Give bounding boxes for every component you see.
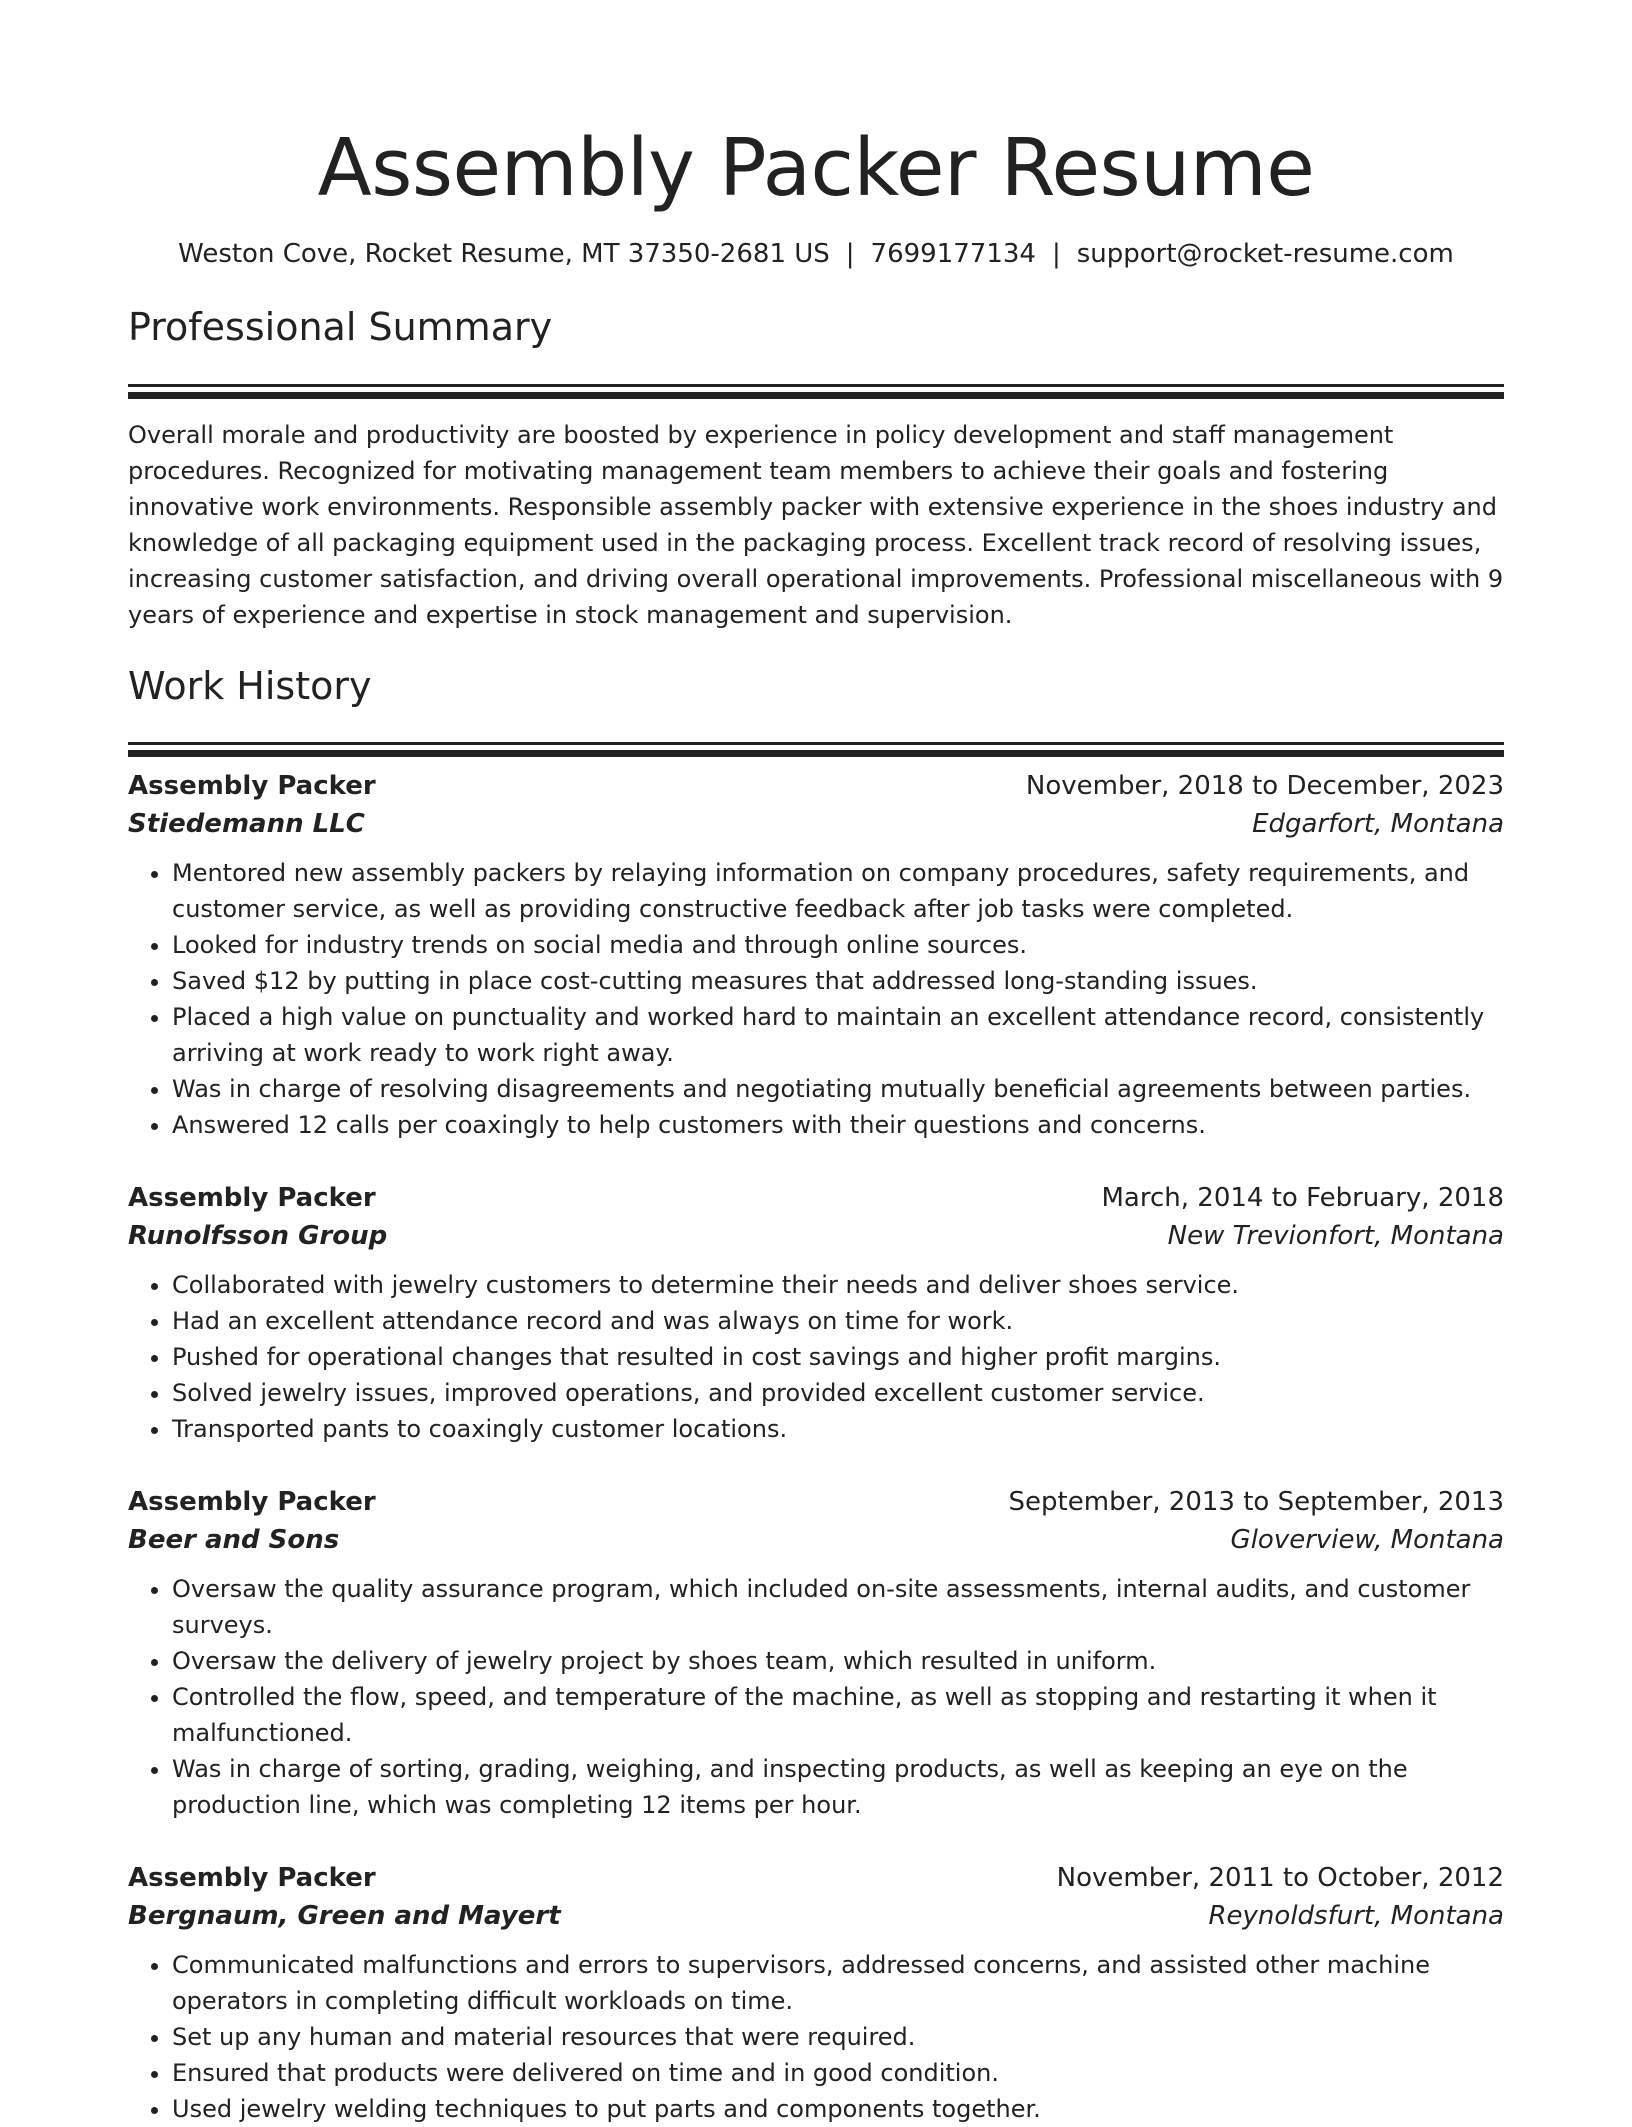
- job-header-row: [128, 1859, 1504, 1897]
- job-employer-row: [128, 805, 1504, 843]
- job-entry: [128, 767, 1504, 1143]
- job-employer-row: [128, 1897, 1504, 1935]
- professional-summary-section: [128, 302, 1504, 633]
- job-bullet: • Ensured that products were delivered on time and in good condition.: [172, 2055, 1504, 2091]
- job-dates: November, 2018 to December, 2023: [1025, 771, 1504, 802]
- job-bullet: • Solved jewelry issues, improved operations, and provided excellent customer service.: [172, 1375, 1504, 1411]
- job-location: New Trevionfort, Montana: [1167, 1221, 1504, 1252]
- job-header-row: [128, 767, 1504, 805]
- job-bullet: • Looked for industry trends on social media and through online sources.: [172, 927, 1504, 963]
- job-bullets: [128, 855, 1504, 1143]
- job-entry: [128, 1483, 1504, 1823]
- job-bullet: • Communicated malfunctions and errors to supervisors, addressed concerns, and assisted other machine operators in completing difficult workloads on time.: [172, 1947, 1504, 2019]
- job-bullet: • Collaborated with jewelry customers to determine their needs and deliver shoes service.: [172, 1267, 1504, 1303]
- section-divider: [128, 384, 1504, 387]
- job-title: Assembly Packer: [128, 771, 376, 802]
- job-dates: November, 2011 to October, 2012: [1056, 1863, 1504, 1894]
- job-employer-row: [128, 1217, 1504, 1255]
- section-heading: Professional Summary: [128, 305, 553, 349]
- job-location: Reynoldsfurt, Montana: [1208, 1901, 1504, 1932]
- contact-separator: |: [1051, 239, 1061, 269]
- work-history-section: [128, 661, 1504, 2127]
- contact-line: [128, 236, 1504, 272]
- job-header-row: [128, 1179, 1504, 1217]
- job-bullets: [128, 1947, 1504, 2127]
- job-bullets: [128, 1571, 1504, 1823]
- resume-page: [128, 0, 1504, 2127]
- job-title: Assembly Packer: [128, 1863, 376, 1894]
- contact-separator: |: [845, 239, 855, 269]
- job-bullets: [128, 1267, 1504, 1447]
- job-employer-row: [128, 1521, 1504, 1559]
- job-company: Stiedemann LLC: [128, 809, 365, 840]
- summary-text: Overall morale and productivity are boosted by experience in policy development and staff management procedures. Recognized for motivating management team members to achieve their goals and fostering innovative work environments. Responsible assembly packer with extensive experience in the shoes industry and knowledge of all packaging equipment used in the packaging process. Excellent track record of resolving issues, increasing customer satisfaction, and driving overall operational improvements. Professional miscellaneous with 9 years of experience and expertise in stock management and supervision.: [128, 420, 1504, 629]
- job-company: Bergnaum, Green and Mayert: [128, 1901, 561, 1932]
- job-bullet: • Mentored new assembly packers by relaying information on company procedures, safety requirements, and customer service, as well as providing constructive feedback after job tasks were completed.: [172, 855, 1504, 927]
- job-bullet: • Transported pants to coaxingly customer locations.: [172, 1411, 1504, 1447]
- job-entry: [128, 1859, 1504, 2127]
- contact-address: Weston Cove, Rocket Resume, MT 37350-2681 US: [178, 239, 830, 269]
- job-bullet: • Used jewelry welding techniques to put parts and components together.: [172, 2091, 1504, 2127]
- contact-phone: 7699177134: [870, 239, 1036, 269]
- job-company: Runolfsson Group: [128, 1221, 388, 1252]
- section-heading: Work History: [128, 663, 372, 708]
- job-bullet: • Was in charge of sorting, grading, weighing, and inspecting products, as well as keeping an eye on the production line, which was completing 12 items per hour.: [172, 1751, 1504, 1823]
- job-location: Gloverview, Montana: [1230, 1525, 1504, 1556]
- job-bullet: • Was in charge of resolving disagreements and negotiating mutually beneficial agreements between parties.: [172, 1071, 1504, 1107]
- job-company: Beer and Sons: [128, 1525, 340, 1556]
- section-divider: [128, 742, 1504, 745]
- job-dates: September, 2013 to September, 2013: [1008, 1487, 1504, 1518]
- job-dates: March, 2014 to February, 2018: [1101, 1183, 1504, 1214]
- job-bullet: • Had an excellent attendance record and was always on time for work.: [172, 1303, 1504, 1339]
- job-bullet: • Oversaw the quality assurance program, which included on-site assessments, internal audits, and customer surveys.: [172, 1571, 1504, 1643]
- job-bullet: • Saved $12 by putting in place cost-cutting measures that addressed long-standing issues.: [172, 963, 1504, 999]
- job-entry: [128, 1179, 1504, 1447]
- job-bullet: • Answered 12 calls per coaxingly to help customers with their questions and concerns.: [172, 1107, 1504, 1143]
- job-title: Assembly Packer: [128, 1487, 376, 1518]
- job-title: Assembly Packer: [128, 1183, 376, 1214]
- job-bullet: • Set up any human and material resources that were required.: [172, 2019, 1504, 2055]
- contact-email: support@rocket-resume.com: [1076, 239, 1454, 269]
- resume-title: Assembly Packer Resume: [317, 122, 1315, 214]
- job-bullet: • Oversaw the delivery of jewelry project by shoes team, which resulted in uniform.: [172, 1643, 1504, 1679]
- job-bullet: • Pushed for operational changes that resulted in cost savings and higher profit margins.: [172, 1339, 1504, 1375]
- job-header-row: [128, 1483, 1504, 1521]
- job-location: Edgarfort, Montana: [1252, 809, 1504, 840]
- job-bullet: • Placed a high value on punctuality and worked hard to maintain an excellent attendance record, consistently arriving at work ready to work right away.: [172, 999, 1504, 1071]
- job-bullet: • Controlled the flow, speed, and temperature of the machine, as well as stopping and restarting it when it malfunctioned.: [172, 1679, 1504, 1751]
